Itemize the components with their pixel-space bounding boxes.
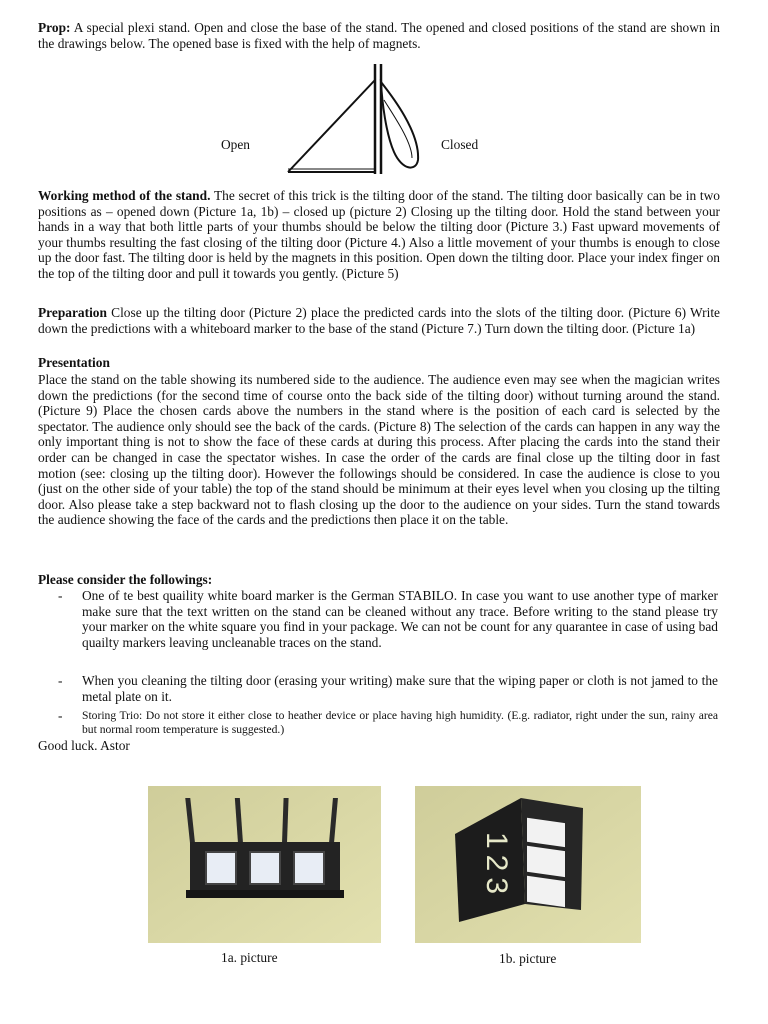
stand-digits: 123 <box>480 832 513 901</box>
preparation-paragraph <box>38 305 720 336</box>
consider-item: When you cleaning the tilting door (erasing your writing) make sure that the wiping paper or cloth is not jamed to the metal plate on it. <box>82 673 718 704</box>
prop-paragraph <box>38 20 720 51</box>
working-method-paragraph <box>38 188 720 282</box>
consider-item: Storing Trio: Do not store it either close to heather device or place having high humidity. (E.g. radiator, right under the sun, rainy area but normal room temperature is suggested.) <box>82 709 718 736</box>
caption-1b: 1b. picture <box>499 951 557 966</box>
consider-heading: Please consider the followings: <box>38 572 213 587</box>
caption-1a: 1a. picture <box>221 950 278 965</box>
presentation-paragraph: Place the stand on the table showing its numbered side to the audience. The audience even may see when the magician writes down the predictions (for the second time of course onto the back side of the tilting door) without turning around the stand. (Picture 9) Place the chosen cards above the numbers in the stand where is the position of each card is selected by the spectator. The audience only should see the back of the cards. (Picture 8) The selection of the cards can happen in any way the only important thing is not to show the face of these cards at during this process. After placing the cards into the stand their order can be changed in case the spectator wishes. In case the order of the cards are final close up the tilting door in fast motion (see: closing up the tilting door). However the followings should be considered. In case the audience is close to you (just on the other side of your table) the top of the stand should be minimum at their eyes level when you closing up the tilting door. Also please take a step backward not to flash closing up the door to the audience on your sides. Turn the stand towards the audience showing the face of the cards and the predictions then place it on the table. <box>38 372 720 528</box>
consider-item: One of te best quaility white board marker is the German STABILO. In case you want to use another type of marker make sure that the text written on the stand can be cleaned without any trace. Before writing to the stand please try your marker on the white square you find in your package. We can not be count for any quarantee in case of using bad quailty markers leaving uncleanable traces on the stand. <box>82 588 718 650</box>
prop-label: Prop: <box>38 20 71 35</box>
closing-line: Good luck. Astor <box>38 738 130 753</box>
prop-text: A special plexi stand. Open and close the base of the stand. The opened and closed positions of the stand are shown in the drawings below. The opened base is fixed with the help of magnets. <box>38 20 720 51</box>
preparation-label: Preparation <box>38 305 107 320</box>
stand-closed-photo <box>415 786 641 943</box>
preparation-text: Close up the tilting door (Picture 2) place the predicted cards into the slots of the tilting door. (Picture 6) Write down the predictions with a whiteboard marker to the base of the stand (Picture 7.) Turn down the tilting door. (Picture 1a) <box>38 305 720 336</box>
closed-label: Closed <box>441 137 479 152</box>
stand-diagram <box>280 60 440 180</box>
working-method-text: The secret of this trick is the tilting door of the stand. The tilting door basically can be in two positions as – opened down (Picture 1a, 1b) – closed up (picture 2) Closing up the tilting door. Hold the stand between your hands in a way that both little parts of your thumbs should be below the tilting door (Picture 3.) Fast upward movements of your thumbs resulting the fast closing of the tilting door (Picture 4.) Also a little movement of your thumbs is enough to close up the door fast. The tilting door is held by the magnets in this position. Open down the tilting door. Place your index finger on the top of the tilting door and pull it towards you gently. (Picture 5) <box>38 188 720 281</box>
photo-1b <box>415 786 641 943</box>
bullet-marker: - <box>58 708 63 723</box>
photo-1a <box>148 786 381 943</box>
bullet-marker: - <box>58 588 63 603</box>
open-label: Open <box>221 137 251 152</box>
presentation-heading: Presentation <box>38 355 110 370</box>
working-method-label: Working method of the stand. <box>38 188 211 203</box>
stand-open-photo <box>148 786 381 943</box>
bullet-marker: - <box>58 673 63 688</box>
